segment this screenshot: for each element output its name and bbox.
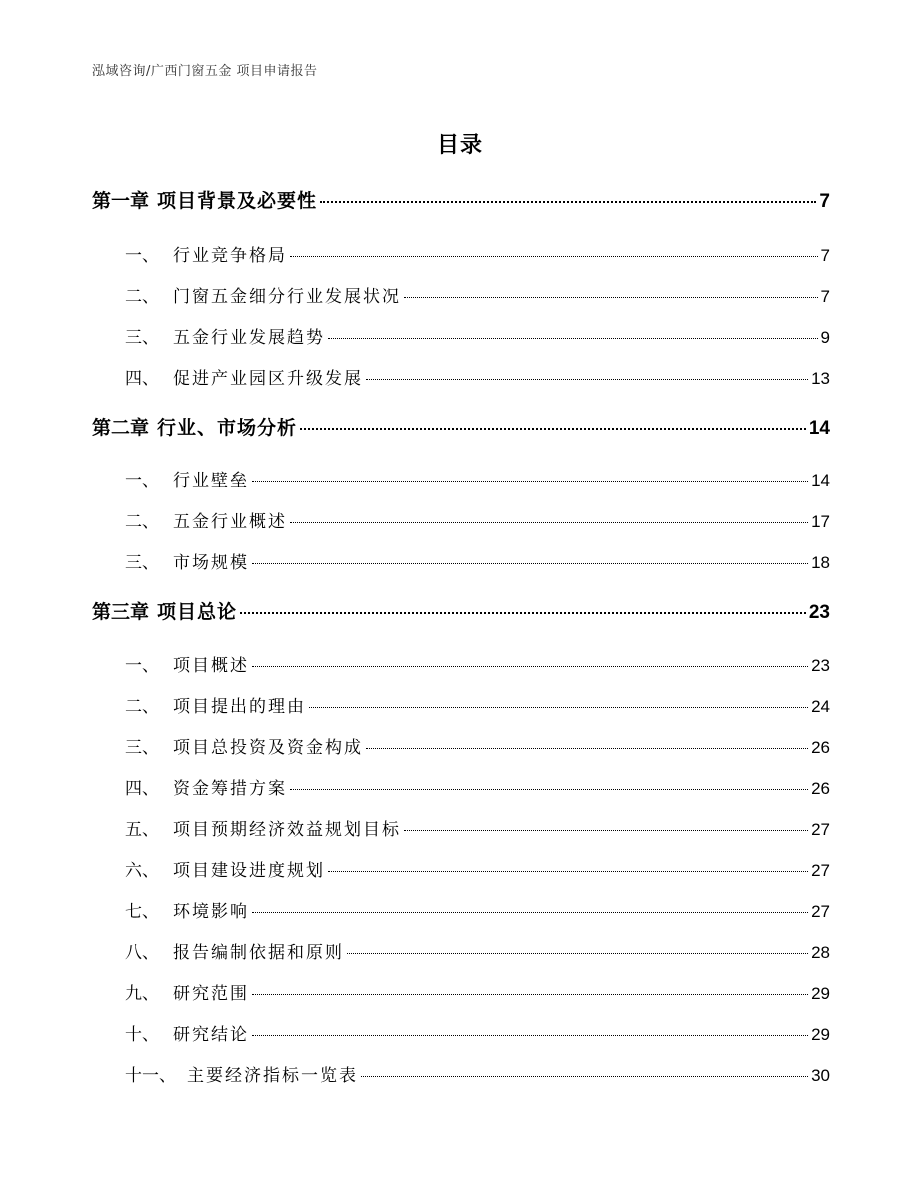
toc-section[interactable]	[125, 364, 830, 389]
toc-chapter-2[interactable]	[92, 413, 830, 440]
toc-section-title: 环境影响	[173, 902, 249, 922]
toc-section-number: 三、	[125, 553, 159, 573]
toc-section[interactable]	[125, 651, 830, 676]
toc-section-number: 五、	[125, 820, 159, 840]
toc-dot-leader	[290, 522, 808, 523]
toc-page-number: 27	[811, 902, 830, 921]
toc-section-number: 一、	[125, 471, 159, 491]
toc-section[interactable]	[125, 548, 830, 573]
toc-page-number: 18	[811, 553, 830, 572]
toc-dot-leader	[404, 830, 808, 831]
toc-section-number: 十一、	[125, 1066, 176, 1086]
toc-chapter-title: 项目背景及必要性	[157, 190, 318, 212]
toc-section[interactable]	[125, 1061, 830, 1086]
toc-section-title: 研究结论	[173, 1025, 249, 1045]
toc-dot-leader	[347, 953, 808, 954]
toc-section-number: 一、	[125, 246, 159, 266]
toc-section-title: 门窗五金细分行业发展状况	[173, 287, 401, 307]
toc-section-title: 项目提出的理由	[173, 697, 306, 717]
toc-section-title: 项目总投资及资金构成	[173, 738, 363, 758]
toc-page-number: 14	[808, 418, 830, 439]
toc-section-title: 项目建设进度规划	[173, 861, 325, 881]
toc-page-number: 17	[811, 512, 830, 531]
toc-section[interactable]	[125, 897, 830, 922]
toc-section-number: 四、	[125, 369, 159, 389]
toc-page-number: 7	[820, 287, 830, 306]
toc-page-number: 7	[819, 191, 830, 212]
toc-chapter-1[interactable]	[92, 186, 830, 213]
toc-chapter-title: 项目总论	[157, 601, 238, 623]
toc-page-number: 13	[811, 369, 830, 388]
running-header: 泓域咨询/广西门窗五金 项目申请报告	[92, 64, 318, 79]
toc-section[interactable]	[125, 507, 830, 532]
toc-section-number: 二、	[125, 512, 159, 532]
toc-page-number: 28	[811, 943, 830, 962]
toc-section-title: 行业壁垒	[173, 471, 249, 491]
toc-section[interactable]	[125, 282, 830, 307]
toc-section[interactable]	[125, 938, 830, 963]
toc-dot-leader	[252, 994, 808, 995]
toc-section-number: 三、	[125, 328, 159, 348]
toc-page-number: 29	[811, 984, 830, 1003]
toc-page-number: 7	[820, 246, 830, 265]
toc-dot-leader	[252, 563, 808, 564]
toc-page-number: 14	[811, 471, 830, 490]
toc-page-number: 26	[811, 779, 830, 798]
toc-page-number: 9	[820, 328, 830, 347]
toc-dot-leader	[404, 297, 818, 298]
toc-dot-leader	[252, 1035, 808, 1036]
toc-section-number: 六、	[125, 861, 159, 881]
toc-section-number: 一、	[125, 656, 159, 676]
toc-page-number: 26	[811, 738, 830, 757]
toc-dot-leader	[252, 666, 808, 667]
toc-chapter-number: 第二章	[92, 417, 150, 439]
toc-section-title: 五金行业概述	[173, 512, 287, 532]
toc-dot-leader	[366, 748, 808, 749]
page-title: 目录	[436, 133, 483, 158]
toc-dot-leader	[252, 481, 808, 482]
toc-section-title: 项目预期经济效益规划目标	[173, 820, 401, 840]
toc-page-number: 27	[811, 861, 830, 880]
toc-section[interactable]	[125, 466, 830, 491]
toc-section-number: 二、	[125, 697, 159, 717]
toc-section[interactable]	[125, 815, 830, 840]
toc-section[interactable]	[125, 692, 830, 717]
toc-section[interactable]	[125, 979, 830, 1004]
toc-section-number: 四、	[125, 779, 159, 799]
toc-dot-leader	[290, 789, 808, 790]
toc-section-number: 八、	[125, 943, 159, 963]
toc-chapter-number: 第三章	[92, 601, 150, 623]
toc-section-title: 行业竞争格局	[173, 246, 287, 266]
toc-section[interactable]	[125, 774, 830, 799]
toc-chapter-number: 第一章	[92, 190, 150, 212]
toc-section-title: 报告编制依据和原则	[173, 943, 344, 963]
toc-section-title: 主要经济指标一览表	[187, 1066, 358, 1086]
toc-chapter-title: 行业、市场分析	[157, 417, 298, 439]
toc-section-number: 十、	[125, 1025, 159, 1045]
toc-section[interactable]	[125, 1020, 830, 1045]
toc-section-title: 促进产业园区升级发展	[173, 369, 363, 389]
toc-dot-leader	[252, 912, 808, 913]
toc-section-title: 市场规模	[173, 553, 249, 573]
toc-section[interactable]	[125, 733, 830, 758]
toc-chapter-3[interactable]	[92, 597, 830, 624]
toc-dot-leader	[290, 256, 818, 257]
toc-page-number: 23	[811, 656, 830, 675]
toc-section-number: 三、	[125, 738, 159, 758]
toc-page-number: 30	[811, 1066, 830, 1085]
toc-dot-leader	[309, 707, 808, 708]
toc-page-number: 27	[811, 820, 830, 839]
toc-section[interactable]	[125, 241, 830, 266]
toc-section-title: 五金行业发展趋势	[173, 328, 325, 348]
toc-dot-leader	[361, 1076, 808, 1077]
toc-dot-leader	[366, 379, 808, 380]
toc-section-title: 资金筹措方案	[173, 779, 287, 799]
toc-page-number: 23	[808, 602, 830, 623]
toc-page-number: 24	[811, 697, 830, 716]
toc-section-number: 九、	[125, 984, 159, 1004]
toc-dot-leader	[320, 201, 816, 203]
toc-section-number: 七、	[125, 902, 159, 922]
toc-dot-leader	[240, 612, 806, 614]
toc-dot-leader	[328, 871, 808, 872]
toc-dot-leader	[300, 428, 806, 430]
toc-dot-leader	[328, 338, 818, 339]
toc-section-title: 项目概述	[173, 656, 249, 676]
toc-section[interactable]	[125, 856, 830, 881]
toc-section[interactable]	[125, 323, 830, 348]
toc-section-title: 研究范围	[173, 984, 249, 1004]
toc-section-number: 二、	[125, 287, 159, 307]
toc-page-number: 29	[811, 1025, 830, 1044]
